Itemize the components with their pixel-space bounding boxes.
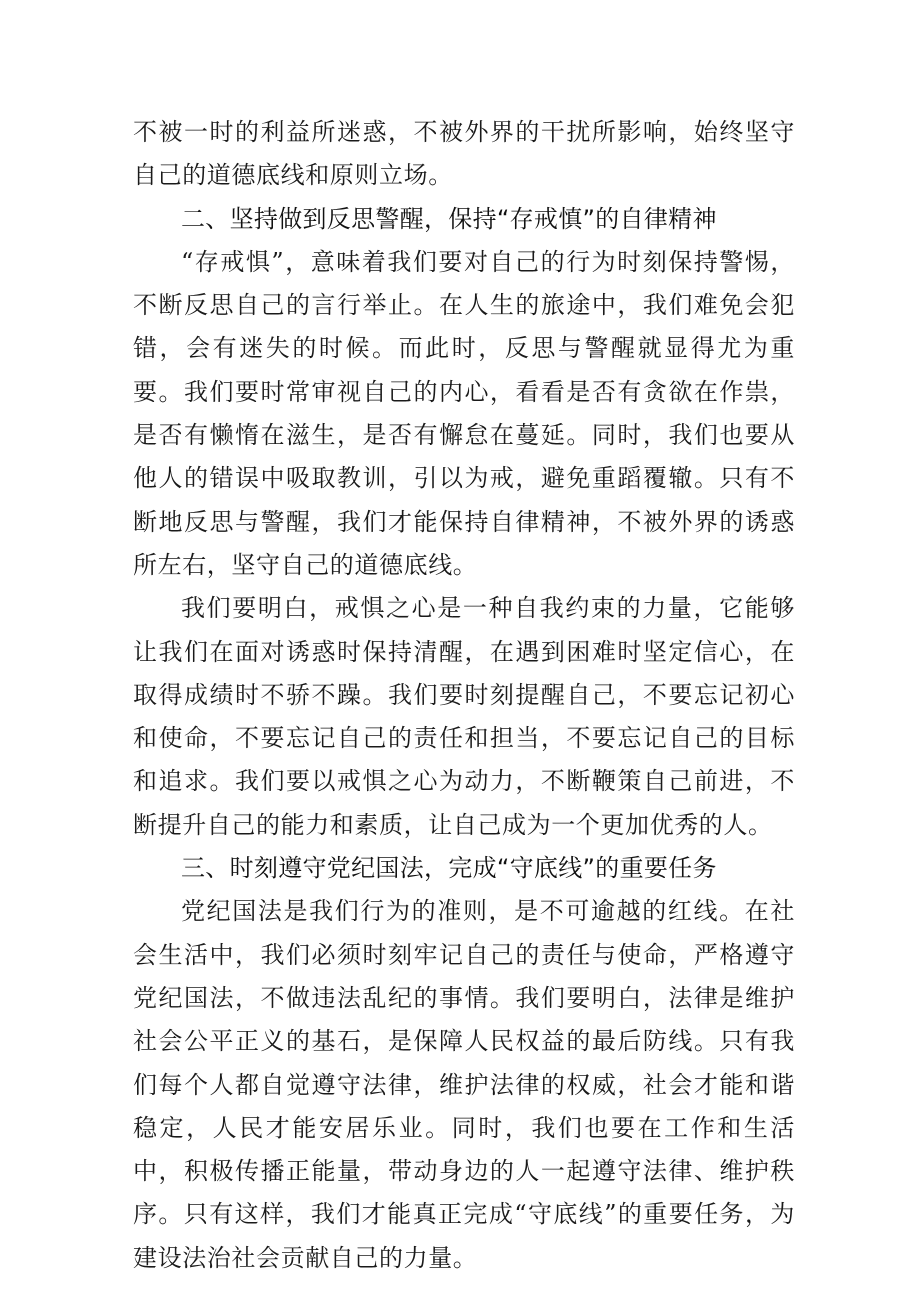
section-2-paragraph-2: 我们要明白，戒惧之心是一种自我约束的力量，它能够让我们在面对诱惑时保持清醒，在遇到困难时坚定信心，在取得成绩时不骄不躁。我们要时刻提醒自己，不要忘记初心和使命，不要忘记自己的责任和担当，不要忘记自己的目标和追求。我们要以戒惧之心为动力，不断鞭策自己前进，不断提升自己的能力和素质，让自己成为一个更加优秀的人。 bbox=[133, 594, 795, 839]
section-2-heading: 二、坚持做到反思警醒，保持“存戒慎”的自律精神 bbox=[181, 204, 717, 233]
section-3-paragraph-1: 党纪国法是我们行为的准则，是不可逾越的红线。在社会生活中，我们必须时刻牢记自己的责任与使命，严格遵守党纪国法，不做违法乱纪的事情。我们要明白，法律是维护社会公平正义的基石，是保障人民权益的最后防线。只有我们每个人都自觉遵守法律，维护法律的权威，社会才能和谐稳定，人民才能安居乐业。同时，我们也要在工作和生活中，积极传播正能量，带动身边的人一起遵守法律、维护秩序。只有这样，我们才能真正完成“守底线”的重要任务，为建设法治社会贡献自己的力量。 bbox=[133, 897, 795, 1272]
section-2-paragraph-1: “存戒惧”，意味着我们要对自己的行为时刻保持警惕，不断反思自己的言行举止。在人生的旅途中，我们难免会犯错，会有迷失的时候。而此时，反思与警醒就显得尤为重要。我们要时常审视自己的内心，看看是否有贪欲在作祟，是否有懒惰在滋生，是否有懈怠在蔓延。同时，我们也要从他人的错误中吸取教训，引以为戒，避免重蹈覆辙。只有不断地反思与警醒，我们才能保持自律精神，不被外界的诱惑所左右，坚守自己的道德底线。 bbox=[133, 247, 795, 579]
section-3-heading: 三、时刻遵守党纪国法，完成“守底线”的重要任务 bbox=[181, 854, 717, 883]
intro-paragraph: 不被一时的利益所迷惑，不被外界的干扰所影响，始终坚守自己的道德底线和原则立场。 bbox=[133, 118, 795, 190]
document-body bbox=[133, 111, 795, 1280]
